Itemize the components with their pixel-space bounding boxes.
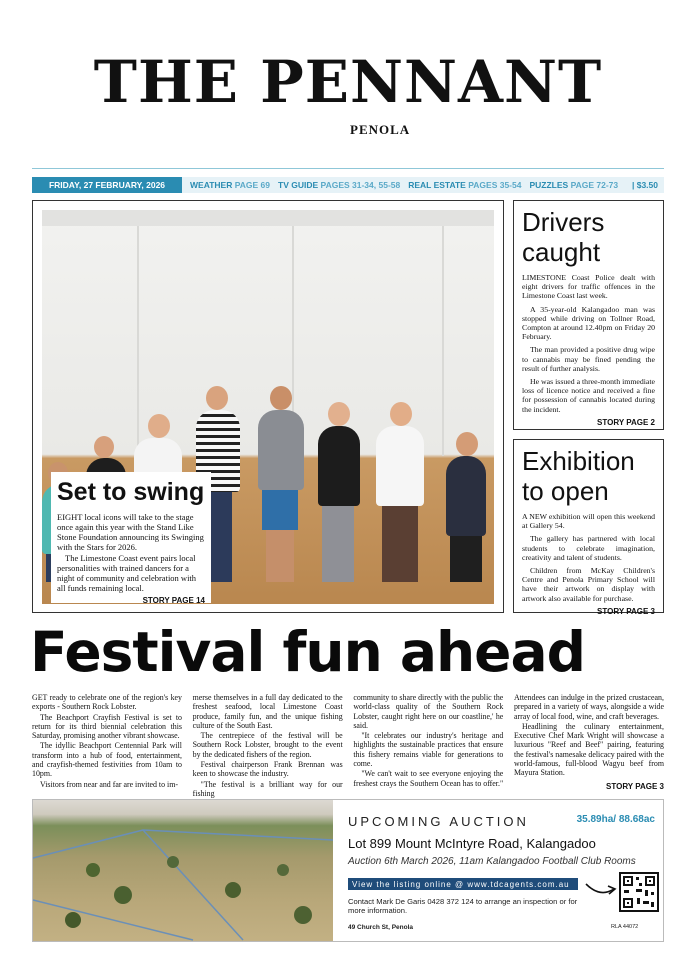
main-photo-story <box>32 200 504 613</box>
story-paragraph: He was issued a three-month immediate loss of licence notice and received a fine for possession of cannabis located during the incident. <box>522 377 655 414</box>
story-column <box>193 693 343 799</box>
person-figure <box>372 292 428 582</box>
person-figure <box>442 312 490 582</box>
aerial-property-photo <box>33 800 333 942</box>
auction-contact: Contact Mark De Garis 0428 372 124 to arrange an inspection or for more information. <box>348 897 578 915</box>
agent-rla: RLA 44072 <box>611 924 639 930</box>
story-text: The Limestone Coast event pairs local personalities with trained dancers for a night of community and celebration with all funds remaining local. <box>57 553 197 593</box>
auction-advertisement[interactable] <box>32 799 664 942</box>
story-paragraph: "We can't wait to see everyone enjoying the freshest crays the Southern Ocean has to offer." <box>353 769 504 788</box>
masthead-title: THE PENNANT <box>93 48 603 116</box>
listing-link[interactable]: View the listing online @ www.tdcagents.com.au <box>348 878 578 890</box>
story-headline[interactable]: Exhibition to open <box>522 446 635 506</box>
info-real-estate[interactable]: REAL ESTATE PAGES 35-54 <box>408 180 522 190</box>
story-page-link[interactable]: STORY PAGE 2 <box>597 417 655 427</box>
auction-date: Auction 6th March 2026, 11am Kalangadoo Football Club Rooms <box>348 856 636 867</box>
story-headline[interactable]: Drivers caught <box>522 207 605 267</box>
story-paragraph: The gallery has partnered with local students to celebrate imagination, creativity and talent of students. <box>522 534 655 562</box>
story-paragraph: LIMESTONE Coast Police dealt with eight drivers for traffic offences in the Limestone Coast last week. <box>522 273 655 301</box>
issue-price: | $3.50 <box>631 180 658 190</box>
story-paragraph: "It celebrates our industry's heritage and highlights the sustainable practices that ensure this fishery remains viable for generations to come. <box>353 731 504 769</box>
story-paragraph: The man provided a positive drug wipe to cannabis may be fined pending the result of further analysis. <box>522 345 655 373</box>
person-figure <box>314 292 364 582</box>
photo-caption <box>51 472 211 603</box>
arrow-icon <box>584 880 618 898</box>
masthead-subtitle: PENOLA <box>350 122 411 137</box>
info-tv-guide[interactable]: TV GUIDE PAGES 31-34, 55-58 <box>278 180 401 190</box>
story-column <box>514 693 664 799</box>
side-story-drivers <box>513 200 664 430</box>
auction-details <box>348 800 663 942</box>
story-page-link[interactable]: STORY PAGE 3 <box>606 781 664 791</box>
story-paragraph: The Beachport Crayfish Festival is set to return for its third biennial celebration this Saturday, promising another vibrant showcase. <box>32 712 182 741</box>
story-paragraph: Headlining the culinary entertainment, Executive Chef Mark Wright will showcase a luxurious "Reef and Beef" pairing, featuring the festival's namesake delicacy paired with the world-famous, full-blood Wagyu beef from Mayura Station. <box>513 721 664 778</box>
story-paragraph: GET ready to celebrate one of the region's key exports - Southern Rock Lobster. <box>32 693 182 712</box>
auction-address: Lot 899 Mount McIntyre Road, Kalangadoo <box>348 836 596 851</box>
agent-address: 49 Church St, Penola <box>348 924 414 931</box>
story-paragraph: The centrepiece of the festival will be Southern Rock Lobster, brought to the event by the dedicated fishers of the region. <box>192 731 343 759</box>
qr-code-icon[interactable] <box>619 872 659 912</box>
side-story-exhibition <box>513 439 664 616</box>
story-paragraph: The idyllic Beachport Centennial Park will transform into a hub of food, entertainment, and crayfish-themed festivities from 10am to 10pm. <box>32 741 182 779</box>
story-column <box>32 693 182 799</box>
story-headline[interactable]: Set to swing <box>57 478 205 506</box>
auction-heading: UPCOMING AUCTION <box>348 814 529 829</box>
story-paragraph: merse themselves in a full day dedicated to the freshest seafood, local Limestone Coast produce, family fun, and the unique fishing culture of the South East. <box>192 693 343 730</box>
issue-date: FRIDAY, 27 FEBRUARY, 2026 <box>32 177 182 193</box>
story-text: EIGHT local icons will take to the stage once again this year with the Stand Like Stone Foundation announcing its Swinging with the Stars for 2026. <box>57 512 204 552</box>
story-page-link[interactable]: STORY PAGE 14 <box>142 596 205 604</box>
story-paragraph: Attendees can indulge in the prized crustacean, prepared in a variety of ways, alongside a wide array of local food, wine, and craft beverages. <box>513 693 664 721</box>
story-paragraph: Children from McKay Children's Centre and Penola Primary School will have their artwork on display with artwork also available for purchase. <box>522 566 655 603</box>
auction-land-size: 35.89ha/ 88.68ac <box>576 814 655 825</box>
story-paragraph: A 35-year-old Kalangadoo man was stopped while driving on Tollner Road, Compton at around 12.40pm on Friday 20 February. <box>522 304 655 342</box>
story-paragraph: Visitors from near and far are invited to im- <box>40 779 179 789</box>
masthead <box>0 40 696 140</box>
person-figure <box>254 282 308 582</box>
lead-story-body <box>32 693 664 799</box>
info-weather[interactable]: WEATHER PAGE 69 <box>190 180 270 190</box>
story-paragraph: community to share directly with the public the world-class quality of the Southern Rock Lobster, caught right here on our coastline,' he said. <box>353 693 504 730</box>
lead-headline[interactable]: Festival fun ahead <box>30 620 585 684</box>
story-paragraph: Festival chairperson Frank Brennan was keen to showcase the industry. <box>192 760 343 779</box>
story-column <box>353 693 503 799</box>
masthead-divider <box>32 168 664 169</box>
story-page-link[interactable]: STORY PAGE 3 <box>597 606 655 616</box>
story-paragraph: "The festival is a brilliant way for our fishing <box>192 779 343 798</box>
info-puzzles[interactable]: PUZZLES PAGE 72-73 <box>529 180 619 190</box>
dancers-photo <box>42 210 494 604</box>
story-paragraph: A NEW exhibition will open this weekend at Gallery 54. <box>522 512 655 531</box>
info-bar <box>32 177 664 193</box>
